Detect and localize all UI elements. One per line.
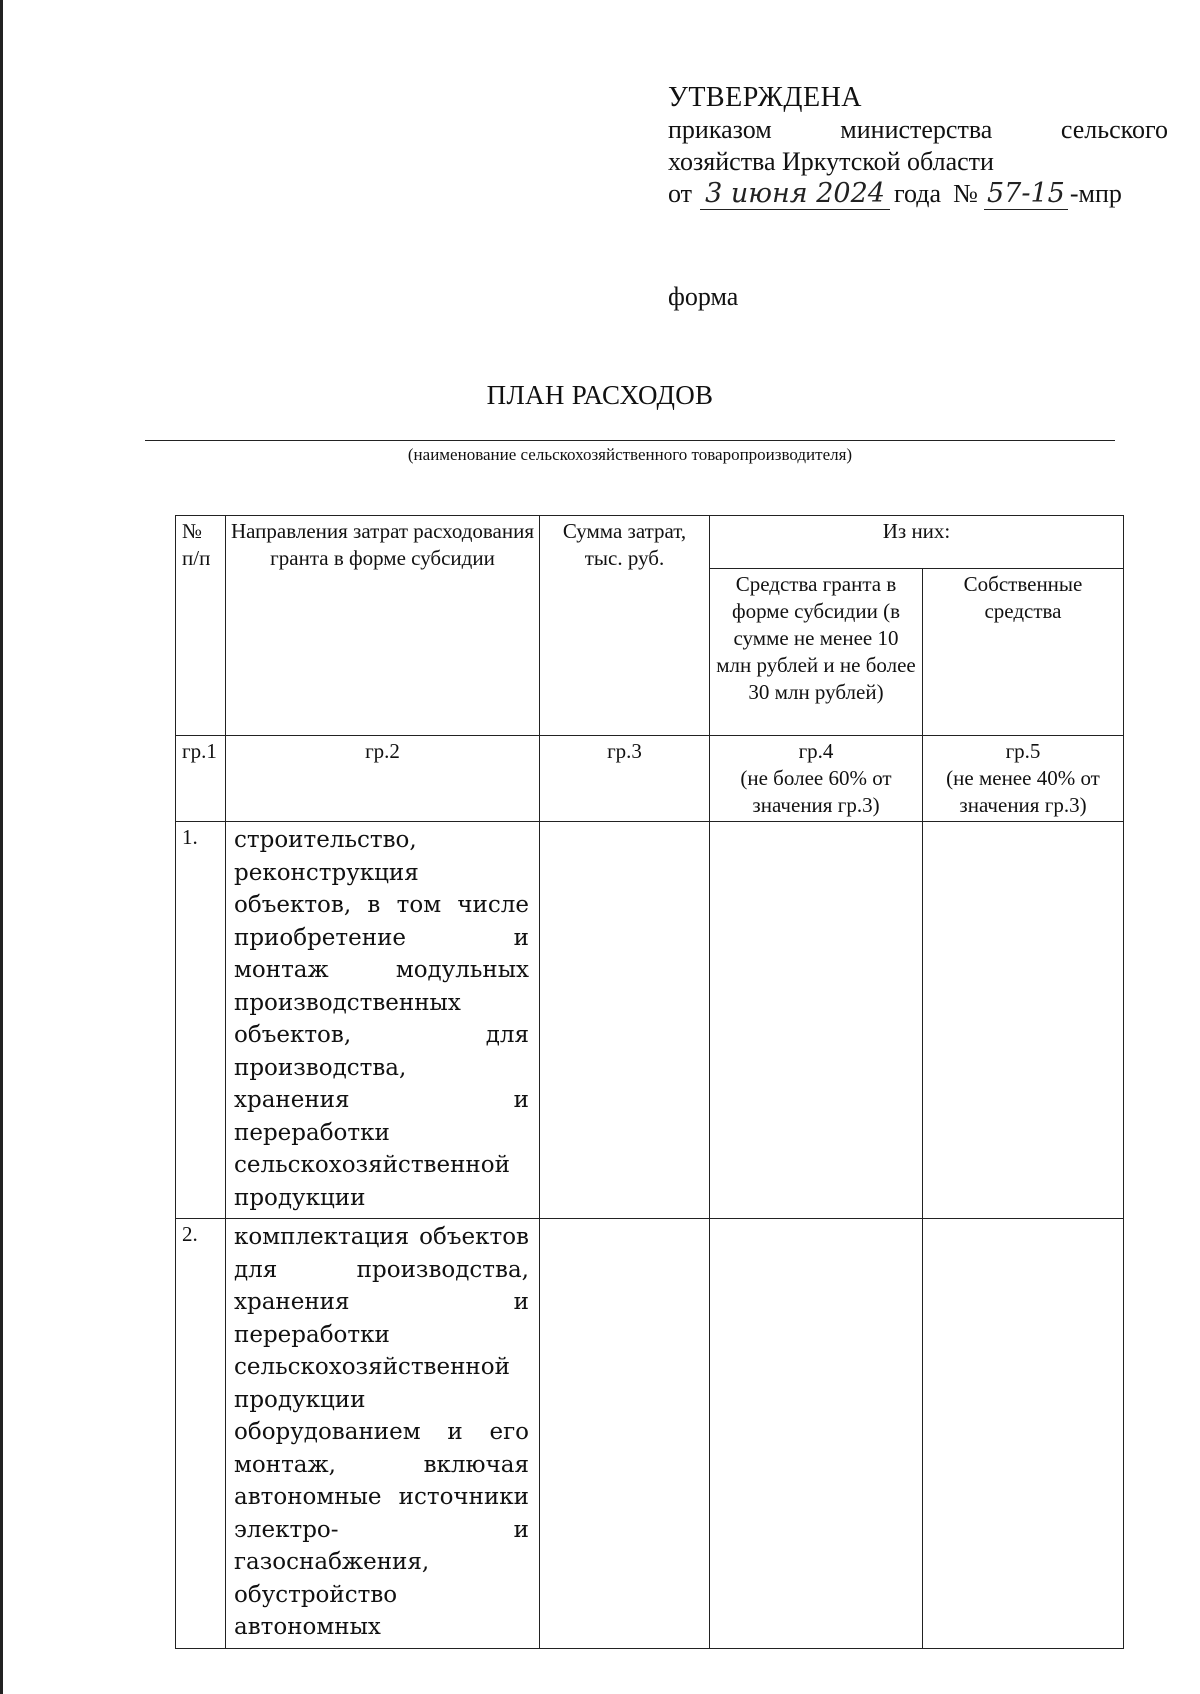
table-row — [176, 822, 1124, 1219]
row-direction: комплектация объектов для производства, хранения и переработки сельскохозяйственной продукции оборудованием и его монтаж, включая автономные источники электро- и газоснабжения, обустройство автономных — [226, 1219, 540, 1649]
handwritten-number: 57-15 — [984, 179, 1068, 210]
expense-plan-table — [175, 515, 1124, 1649]
form-label: форма — [668, 282, 739, 311]
number-label: № — [953, 179, 978, 208]
from-label: от — [668, 179, 693, 208]
handwritten-date: 3 июня 2024 — [700, 179, 890, 210]
header-of-them: Из них: — [710, 516, 1124, 569]
header-grant: Средства гранта в форме субсидии (в сумме не менее 10 млн рублей и не более 30 млн рублей) — [710, 569, 923, 736]
group-3: гр.3 — [540, 736, 710, 822]
approval-block — [668, 82, 1168, 210]
row-direction: строительство, реконструкция объектов, в том числе приобретение и монтаж модульных производственных объектов, для производства, хранения и переработки сельскохозяйственной продукции — [226, 822, 540, 1219]
header-own: Собственные средства — [923, 569, 1124, 736]
table-row — [176, 1219, 1124, 1649]
approval-word: приказом — [668, 115, 772, 144]
page-title: ПЛАН РАСХОДОВ — [486, 380, 714, 410]
approval-line-2: хозяйства Иркутской области — [668, 147, 994, 176]
approval-title: УТВЕРЖДЕНА — [668, 82, 863, 113]
row-sum — [540, 822, 710, 1219]
row-own — [923, 1219, 1124, 1649]
header-row — [176, 516, 1124, 569]
group-5 — [923, 736, 1124, 822]
group-4-note: (не более 60% от значения гр.3) — [740, 766, 892, 817]
name-line — [145, 440, 1115, 441]
group-4-label: гр.4 — [798, 739, 834, 763]
group-5-note: (не менее 40% от значения гр.3) — [946, 766, 1100, 817]
group-row — [176, 736, 1124, 822]
row-own — [923, 822, 1124, 1219]
number-suffix: -мпр — [1069, 179, 1122, 208]
row-sum — [540, 1219, 710, 1649]
group-5-label: гр.5 — [1005, 739, 1041, 763]
approval-line-1 — [668, 114, 1168, 146]
approval-word: министерства — [840, 115, 993, 144]
header-num: № п/п — [176, 516, 226, 736]
group-4 — [710, 736, 923, 822]
group-1: гр.1 — [176, 736, 226, 822]
header-sum: Сумма затрат, тыс. руб. — [540, 516, 710, 736]
name-caption: (наименование сельскохозяйственного товаропроизводителя) — [407, 445, 853, 464]
header-direction: Направления затрат расходования гранта в форме субсидии — [226, 516, 540, 736]
group-2: гр.2 — [226, 736, 540, 822]
row-num: 2. — [176, 1219, 226, 1649]
approval-date-line — [668, 178, 1168, 210]
row-grant — [710, 1219, 923, 1649]
row-num: 1. — [176, 822, 226, 1219]
approval-word: сельского — [1060, 115, 1168, 144]
row-grant — [710, 822, 923, 1219]
year-label: года — [894, 179, 942, 208]
page-edge — [0, 0, 3, 1694]
